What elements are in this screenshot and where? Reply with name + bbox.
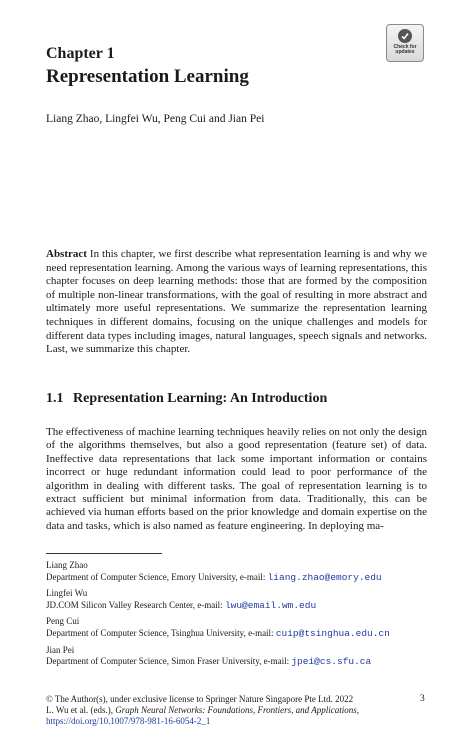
abstract-text: In this chapter, we first describe what representation learning is and why we need representation learning. Among the various ways of learning representations, this chapter focuses on deep learning methods: those that are formed by the composition of multiple non-linear transformations, with the goal of resulting in more abstract and ultimately more useful representations. We summarize the representation learning techniques in different domains, focusing on the unique challenges and models for different data types including images, natural languages, speech signals and networks. Last, we summarize this chapter. [46, 248, 428, 356]
affiliation-email-link[interactable]: liang.zhao@emory.edu [267, 571, 382, 583]
page-number: 3 [420, 694, 425, 704]
affiliation-name: Peng Cui [46, 616, 80, 627]
affiliation-email-link[interactable]: cuip@tsinghua.edu.cn [275, 627, 390, 639]
copyright-notice: © The Author(s), under exclusive license to Springer Nature Singapore Pte Ltd. 2022 [46, 694, 354, 704]
affiliation-name: Lingfei Wu [46, 588, 88, 599]
affiliation-email-link[interactable]: lwu@email.wm.edu [224, 599, 317, 611]
affiliation-name: Liang Zhao [46, 560, 88, 570]
affiliation-item [46, 560, 446, 583]
doi-link[interactable]: https://doi.org/10.1007/978-981-16-6054-2_1 [46, 715, 211, 726]
affiliation-dept: Department of Computer Science, Tsinghua University, e-mail: [46, 627, 274, 638]
chapter-label: Chapter 1 [46, 45, 115, 62]
badge-text: Check for updates [393, 44, 417, 55]
book-title: Graph Neural Networks: Foundations, Frontiers, and Applications [115, 704, 357, 715]
affiliation-dept: Department of Computer Science, Simon Fraser University, e-mail: [46, 656, 290, 667]
section-heading [46, 391, 327, 407]
affiliation-item [46, 588, 446, 611]
citation: L. Wu et al. (eds.), Graph Neural Networks: Foundations, Frontiers, and Applications, [46, 704, 359, 715]
author-list: Liang Zhao, Lingfei Wu, Peng Cui and Jian Pei [46, 113, 265, 125]
abstract [46, 248, 427, 357]
author-affiliations [46, 560, 446, 673]
abstract-label: Abstract [46, 248, 87, 260]
affiliation-dept: Department of Computer Science, Emory University, e-mail: [46, 571, 266, 582]
affiliation-item [46, 616, 446, 639]
crossmark-icon [397, 28, 413, 44]
chapter-title: Representation Learning [46, 66, 249, 87]
section-title: Representation Learning: An Introduction [73, 391, 328, 406]
section-number: 1.1 [46, 391, 64, 406]
affiliation-item [46, 645, 446, 668]
footnote-divider [46, 553, 162, 554]
affiliation-email-link[interactable]: jpei@cs.sfu.ca [291, 656, 372, 668]
check-for-updates-badge[interactable] [386, 24, 424, 62]
affiliation-name: Jian Pei [46, 644, 75, 655]
page-footer [46, 694, 427, 726]
body-paragraph: The effectiveness of machine learning techniques heavily relies on not only the design of the algorithms themselves, but also a good representation (feature set) of data. Ineffective data representations that lack some important information or contains incorrect or huge redundant information could lead to poor performance of the algorithm in dealing with different tasks. The goal of representation learning is to extract sufficient but minimal information from data. Traditionally, this can be achieved via human efforts based on the prior knowledge and domain expertise on the data and tasks, which is also named as feature engineering. In deploying ma- [46, 426, 427, 532]
affiliation-dept: JD.COM Silicon Valley Research Center, e-mail: [46, 599, 223, 610]
